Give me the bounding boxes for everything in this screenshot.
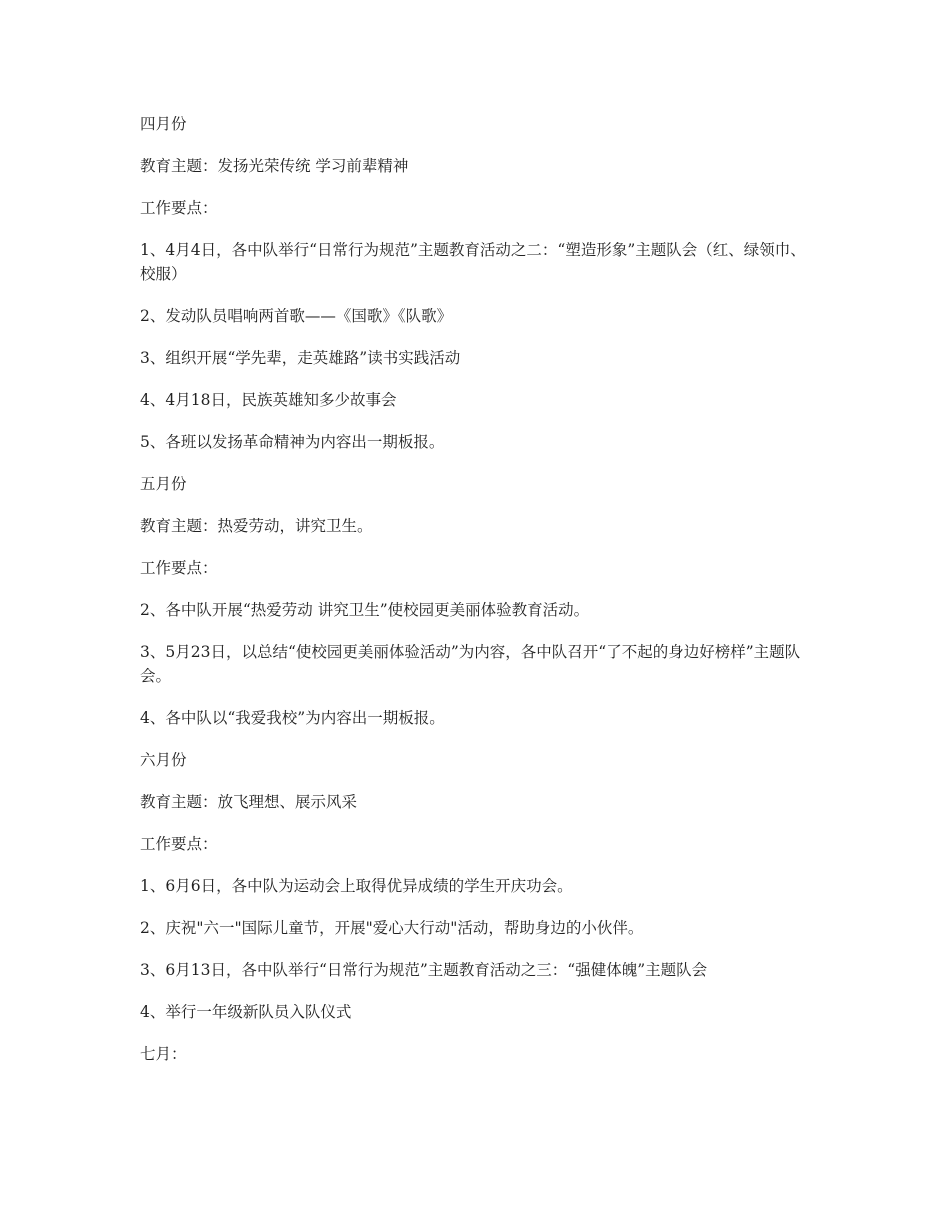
june-item-1: 1、6月6日，各中队为运动会上取得优异成绩的学生开庆功会。 bbox=[140, 877, 573, 895]
month-heading-may: 五月份 bbox=[140, 475, 187, 493]
april-item-2: 2、发动队员唱响两首歌——《国歌》《队歌》 bbox=[140, 307, 453, 325]
education-theme-june: 教育主题：放飞理想、展示风采 bbox=[140, 793, 358, 811]
month-heading-april: 四月份 bbox=[140, 115, 187, 133]
month-heading-july: 七月： bbox=[140, 1045, 187, 1063]
month-heading-june: 六月份 bbox=[140, 751, 187, 769]
work-points-label-april: 工作要点： bbox=[140, 199, 218, 217]
june-item-4: 4、举行一年级新队员入队仪式 bbox=[140, 1003, 352, 1021]
june-item-2: 2、庆祝"六一"国际儿童节，开展"爱心大行动"活动，帮助身边的小伙伴。 bbox=[140, 919, 644, 937]
education-theme-may: 教育主题：热爱劳动，讲究卫生。 bbox=[140, 517, 373, 535]
work-points-label-june: 工作要点： bbox=[140, 835, 218, 853]
may-item-4: 4、各中队以“我爱我校”为内容出一期板报。 bbox=[140, 709, 445, 727]
education-theme-april: 教育主题：发扬光荣传统 学习前辈精神 bbox=[140, 157, 409, 175]
june-item-3: 3、6月13日，各中队举行“日常行为规范”主题教育活动之三：“强健体魄”主题队会 bbox=[140, 961, 708, 979]
may-item-2: 2、各中队开展“热爱劳动 讲究卫生”使校园更美丽体验教育活动。 bbox=[140, 601, 590, 619]
april-item-4: 4、4月18日，民族英雄知多少故事会 bbox=[140, 391, 397, 409]
may-item-3: 3、5月23日，以总结“使校园更美丽体验活动”为内容，各中队召开“了不起的身边好榜样”主题队会。 bbox=[140, 643, 801, 685]
work-points-label-may: 工作要点： bbox=[140, 559, 218, 577]
april-item-1: 1、4月4日，各中队举行“日常行为规范”主题教育活动之二：“塑造形象”主题队会（红、绿领巾、校服） bbox=[140, 241, 806, 283]
april-item-3: 3、组织开展“学先辈，走英雄路”读书实践活动 bbox=[140, 349, 461, 367]
april-item-5: 5、各班以发扬革命精神为内容出一期板报。 bbox=[140, 433, 445, 451]
document-body bbox=[140, 112, 820, 1084]
